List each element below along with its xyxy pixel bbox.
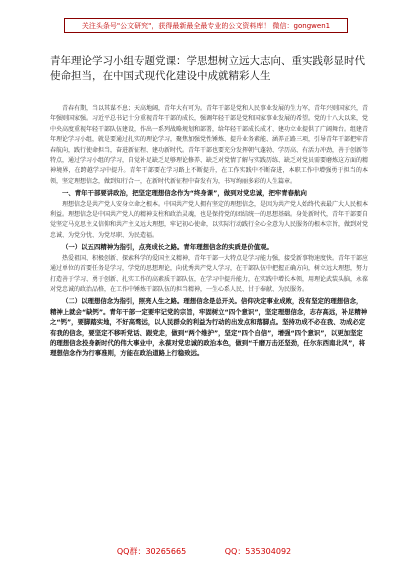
body-paragraph: 热爱祖国、积极创新、探索科学的爱国主义精神，青年干部一大特点是学习能力强，接受新事物速度快。青年干部应通过单位的首要任务是学习，学党的思想理论，向优秀共产党人学习，在干部队伍中把握正确方向，树立远大理想，努力打造善于学习、勇于创新、扎实工作的高素质干部队伍，在学习中提升能力，在实践中增长本领，用理论武装头脑，永葆对党忠诚的政治品格，在工作中锤炼干部队伍的担当精神，一生心系人民、甘于奉献、为民服务。 [50, 254, 369, 293]
promo-banner: 关注头条号"公文研究"，获得最新最全最专业的公文资料库！ 微信：gongwen1 [64, 18, 348, 33]
qq-number: QQ：535304092 [224, 547, 292, 556]
section-heading: 一、青年干部要讲政治，把坚定理想信念作为“终身课”，做到对党忠诚，把牢青春航向 [62, 189, 307, 198]
body-paragraph: 理想信念是共产党人安身立命之根本。中国共产党人拥有坚定的理想信念，是因为共产党人始终代表最广大人民根本利益。理想信念是中国共产党人的精神支柱和政治灵魂，也是保持党的团结统一的思想基础。身处新时代，青年干部要自觉坚定马克思主义信仰和共产主义远大理想，牢记初心使命，以实际行动践行全心全意为人民服务的根本宗旨，做到对党忠诚、为党分忧、为党尽职、为民造福。 [50, 200, 369, 239]
qq-group-number: QQ群：30265665 [116, 547, 187, 556]
section-heading: （二）以理想信念为指引，照亮人生之路。理想信念是总开关。信仰决定事业成败，没有坚定的理想信念，精神上就会“缺钙”。青年干部一定要牢记党的宗旨，牢固树立“四个意识”，坚定理想信念，志存高远，补足精神之“钙”，要脚踏实地，不好高骛远，以人民群众的利益为行动的出发点和落脚点。坚持功成不必在我、功成必定有我的信念，要坚定不移听党话、跟党走，做到“两个维护”，坚定“四个自信”，增强“四个意识”，以更加坚定的理想信念投身新时代的伟大事业中，永葆对党忠诚的政治本色，做到“千磨万击还坚劲，任尔东西南北风”，将理想信念作为行事准则，方能在政治道路上行稳致远。 [50, 297, 368, 358]
document-body [50, 104, 368, 360]
contact-footer [0, 546, 408, 557]
section-heading: （一）以五四精神为指引，点亮成长之路。青年理想信念的实质是价值观。 [62, 243, 273, 252]
document-title: 青年理论学习小组专题党课：学思想树立远大志向、重实践彰显时代使命担当，在中国式现代化建设中成就精彩人生 [50, 55, 365, 82]
body-paragraph: 青春有期，当以其谋不息；天高地阔，青年大有可为。青年干部是党和人民事业发展的生力军，青年兴则国家兴，青年强则国家强。习近平总书记十分重视青年干部的成长，强调年轻干部是党和国家事业发展的希望。党的十八大以来，党中央高度重视年轻干部队伍建设，作出一系列战略规划和部署，给年轻干部成长成才、建功立业提供了广阔舞台。组建青年理论学习小组，就是要通过扎实的理论学习，聚焦加强党性锤炼、提升业务素能、涵养正路三项，引导青年干部把牢青春航向，践行使命担当，奋进新征程、建功新时代。青年干部也要充分发挥朝气蓬勃、学历高、有活力冲劲，善于创新等特点，通过学习小组的学习，自觉补足缺乏足够理论修养、缺乏对党情了解与实践历练、缺乏对党员需要磨炼这方面的精神境界，在跨越学习中提升。青年干部要在学习路上不断提升，在工作实践中不断奋进，本职工作中增强勇于担当的本领，坚定理想信念，做到知行合一，在新时代新征程中奋发有为，书写绚丽多彩的人生篇章。 [50, 105, 369, 185]
